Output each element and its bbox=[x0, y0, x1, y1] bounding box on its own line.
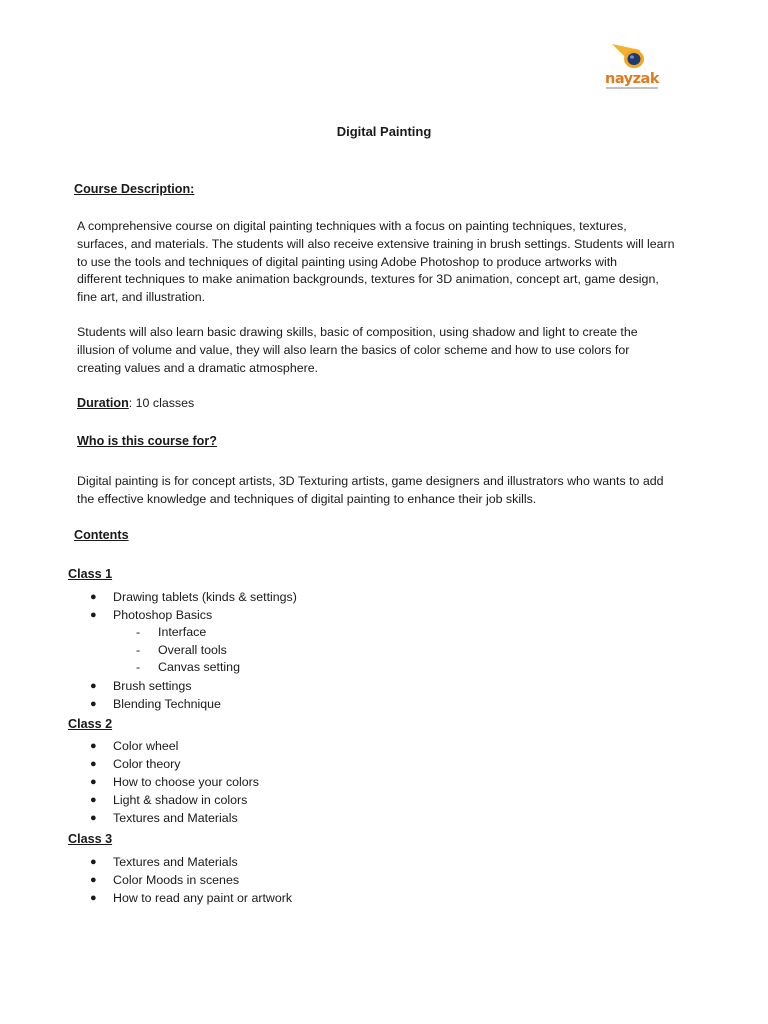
duration-label: Duration bbox=[77, 396, 129, 410]
sub-list-item bbox=[0, 642, 768, 660]
class-1-heading: Class 1 bbox=[68, 567, 113, 581]
sub-list-item bbox=[0, 659, 768, 677]
list-item-text: Textures and Materials bbox=[113, 855, 238, 869]
list-item-text: Drawing tablets (kinds & settings) bbox=[113, 590, 297, 604]
duration bbox=[77, 396, 194, 410]
duration-value: : 10 classes bbox=[128, 396, 195, 410]
list-item-text: How to read any paint or artwork bbox=[113, 891, 293, 905]
paragraph-line: the effective knowledge and techniques of digital painting to enhance their job skills. bbox=[77, 491, 537, 506]
contents-heading: Contents bbox=[74, 528, 129, 542]
page-title: Digital Painting bbox=[336, 124, 432, 139]
bullet-icon: ● bbox=[90, 758, 97, 770]
list-item-text: Brush settings bbox=[113, 678, 192, 693]
class-1-list bbox=[0, 588, 768, 713]
nayzak-logo bbox=[600, 42, 662, 96]
list-item bbox=[0, 809, 768, 827]
class-2-list bbox=[0, 737, 768, 827]
list-item-text: Light & shadow in colors bbox=[113, 793, 248, 807]
sub-list-item bbox=[0, 624, 768, 642]
bullet-icon: ● bbox=[90, 679, 97, 692]
bullet-icon: ● bbox=[90, 874, 97, 886]
nayzak-logo-icon bbox=[600, 42, 662, 74]
paragraph-line: surfaces, and materials. The students will also receive extensive training in brush settings. Students will learn bbox=[77, 236, 675, 251]
audience-paragraph bbox=[77, 473, 702, 509]
dash-icon: - bbox=[136, 625, 141, 639]
sub-list-item-text: Canvas setting bbox=[158, 660, 240, 674]
list-item bbox=[0, 755, 768, 773]
bullet-icon: ● bbox=[90, 697, 97, 710]
dash-icon: - bbox=[136, 660, 141, 674]
course-description-paragraph-1 bbox=[77, 218, 702, 307]
bullet-icon: ● bbox=[90, 740, 97, 752]
list-item-text: Photoshop Basics bbox=[113, 608, 213, 622]
list-item-text: Color wheel bbox=[113, 739, 179, 753]
sub-list-item-text: Overall tools bbox=[158, 642, 227, 657]
paragraph-line: different techniques to make animation backgrounds, textures for 3D animation, concept art, game design, bbox=[77, 272, 659, 287]
class-2-heading: Class 2 bbox=[68, 717, 113, 731]
list-item bbox=[0, 677, 768, 695]
list-item-text: Color theory bbox=[113, 757, 181, 771]
audience-heading: Who is this course for? bbox=[77, 434, 217, 448]
list-item-text: Color Moods in scenes bbox=[113, 873, 240, 887]
list-item bbox=[0, 871, 768, 889]
bullet-icon: ● bbox=[90, 856, 97, 868]
class-3-list bbox=[0, 853, 768, 907]
list-item bbox=[0, 737, 768, 755]
bullet-icon: ● bbox=[90, 794, 97, 806]
logo-tagline-bar bbox=[606, 87, 658, 89]
list-item bbox=[0, 889, 768, 907]
bullet-icon: ● bbox=[90, 591, 97, 603]
paragraph-line: creating values and a dramatic atmosphere. bbox=[77, 360, 319, 375]
list-item bbox=[0, 853, 768, 871]
class-3-heading: Class 3 bbox=[68, 832, 113, 846]
list-item bbox=[0, 588, 768, 606]
paragraph-line: fine art, and illustration. bbox=[77, 290, 206, 305]
bullet-icon: ● bbox=[90, 776, 97, 788]
list-item bbox=[0, 695, 768, 713]
bullet-icon: ● bbox=[90, 812, 97, 824]
list-item-text: Textures and Materials bbox=[113, 811, 238, 825]
sub-list-item-text: Interface bbox=[158, 625, 207, 639]
paragraph-line: illusion of volume and value, they will also learn the basics of color scheme and how to use colors for bbox=[77, 342, 630, 357]
course-description-heading: Course Description: bbox=[74, 182, 195, 196]
list-item-text: How to choose your colors bbox=[113, 775, 260, 789]
bullet-icon: ● bbox=[90, 609, 97, 621]
logo-wordmark: nayzak bbox=[605, 71, 659, 87]
list-item-text: Blending Technique bbox=[113, 696, 221, 711]
list-item bbox=[0, 773, 768, 791]
paragraph-line: Digital painting is for concept artists, 3D Texturing artists, game designers and illustrators who wants to add bbox=[77, 474, 664, 488]
paragraph-line: Students will also learn basic drawing skills, basic of composition, using shadow and light to create the bbox=[77, 325, 638, 339]
course-description-paragraph-2 bbox=[77, 324, 702, 377]
list-item bbox=[0, 791, 768, 809]
list-item bbox=[0, 606, 768, 624]
paragraph-line: to use the tools and techniques of digital painting using Adobe Photoshop to produce artworks with bbox=[77, 254, 618, 269]
paragraph-line: A comprehensive course on digital painting techniques with a focus on painting techniques, textures, bbox=[77, 219, 627, 233]
dash-icon: - bbox=[136, 642, 141, 657]
bullet-icon: ● bbox=[90, 892, 97, 904]
